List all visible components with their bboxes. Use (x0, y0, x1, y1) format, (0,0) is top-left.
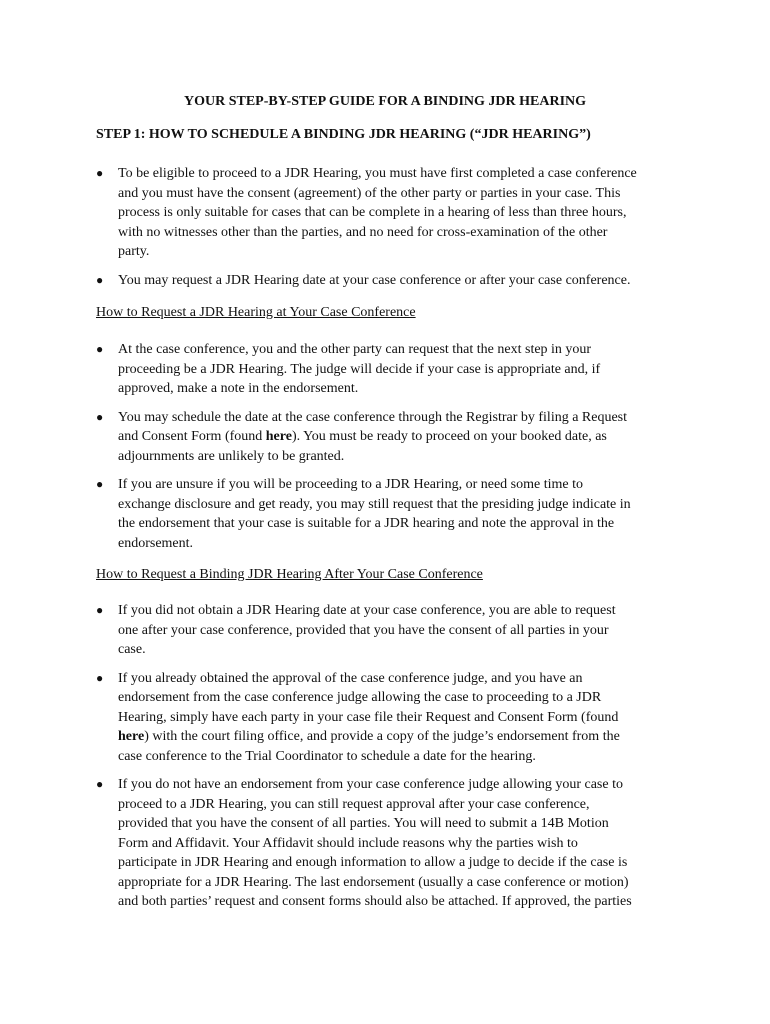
request-consent-form-link[interactable]: here (118, 729, 145, 744)
list-item: ● You may schedule the date at the case conference through the Registrar by filing a Request and Consent Form (found here). You must be ready to proceed on your booked date, as adjournments are unlikely to be granted. (96, 409, 628, 464)
list-item: ● If you already obtained the approval of the case conference judge, and you have an endorsement from the case conference judge allowing the case to proceeding to a JDR Hearing, simply have each party in your case file their Request and Consent Form (found here) with the court filing office, and provide a copy of the judge’s endorsement from the case conference to the Trial Coordinator to schedule a date for the hearing. (96, 670, 620, 764)
bullet-icon: ● (96, 342, 104, 356)
list-item: ● If you are unsure if you will be proceeding to a JDR Hearing, or need some time to exchange disclosure and get ready, you may still request that the presiding judge indicate in the endorsement that your case is suitable for a JDR hearing and note the approval in the endorsement. (96, 477, 631, 551)
bullet-icon: ● (96, 670, 104, 685)
list-item: ● If you did not obtain a JDR Hearing date at your case conference, you are able to request one after your case conference, provided that you have the consent of all parties in your case. (96, 603, 616, 657)
bullet-icon: ● (96, 272, 104, 287)
bullet-icon: ● (96, 477, 104, 491)
section-heading-after-case-conference: How to Request a Binding JDR Hearing After Your Case Conference (96, 567, 483, 582)
section-heading-at-case-conference: How to Request a JDR Hearing at Your Case Conference (96, 305, 416, 320)
section1-bullet-list (96, 340, 676, 562)
bullet-icon: ● (96, 166, 104, 180)
bullet-icon: ● (96, 603, 104, 617)
page-title: YOUR STEP-BY-STEP GUIDE FOR A BINDING JDR HEARING (183, 94, 587, 109)
list-item: ● At the case conference, you and the other party can request that the next step in your proceeding be a JDR Hearing. The judge will decide if your case is appropriate and, if approved, make a note in the endorsement. (96, 342, 601, 396)
list-item: ● To be eligible to proceed to a JDR Hearing, you must have first completed a case conference and you must have the consent (agreement) of the other party or parties in your case. This process is only suitable for cases that can be complete in a hearing of less than three hours, with no witnesses other than the parties, and no need for cross-examination of the other party. (96, 166, 637, 259)
step-1-heading: STEP 1: HOW TO SCHEDULE A BINDING JDR HEARING (“JDR HEARING”) (96, 127, 591, 142)
intro-bullet-list (96, 164, 676, 299)
request-consent-form-link[interactable]: here (265, 429, 292, 444)
section2-bullet-list (96, 601, 676, 921)
list-item: ● If you do not have an endorsement from your case conference judge allowing your case to proceed to a JDR Hearing, you can still request approval after your case conference, provided that you have the consent of all parties. You will need to submit a 14B Motion Form and Affidavit. Your Affidavit should include reasons why the parties wish to participate in JDR Hearing and enough information to allow a judge to decide if the case is appropriate for a JDR Hearing. The last endorsement (usually a case conference or motion) and both parties’ request and consent forms should also be attached. If approved, the parties (96, 777, 632, 909)
bullet-icon: ● (96, 409, 104, 424)
list-item: ● You may request a JDR Hearing date at your case conference or after your case conference. (96, 271, 676, 291)
bullet-icon: ● (96, 777, 104, 791)
